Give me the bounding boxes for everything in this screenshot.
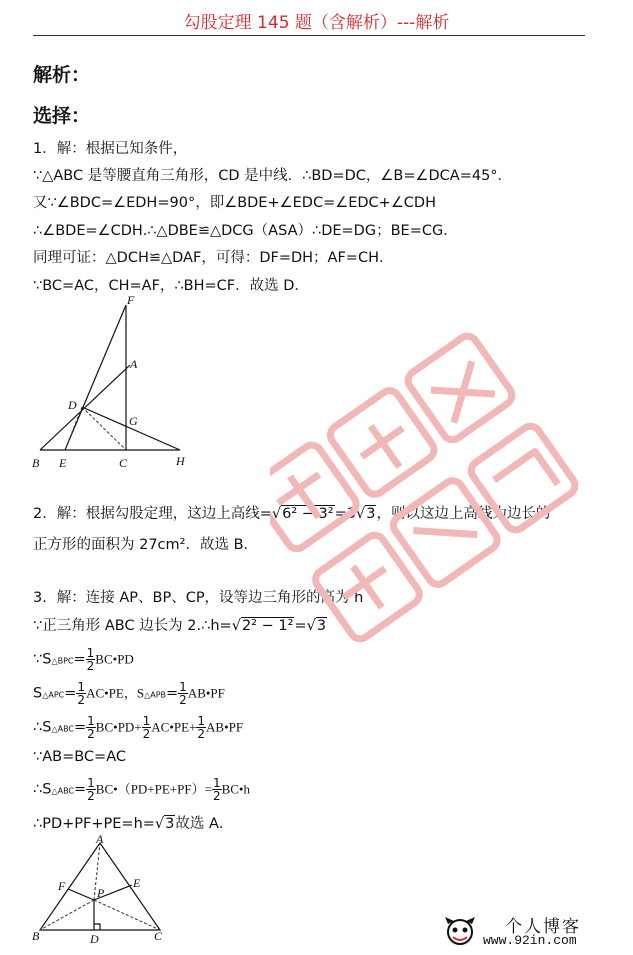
p3-text-b: =: [294, 618, 307, 634]
fig1-label-A: A: [130, 357, 138, 371]
p3-formula-s4: [33, 777, 250, 802]
fraction-half: $\frac{1}{2}$: [179, 680, 187, 707]
page-title: 勾股定理 145 题（含解析）---解析: [183, 13, 450, 33]
eq-sign: =: [74, 781, 87, 798]
fig1-label-B: B: [32, 456, 40, 470]
fraction-half: $\frac{1}{2}$: [197, 714, 206, 741]
s3-term-3: AB•PF: [206, 719, 244, 735]
p3-eq-line: ∵AB=BC=AC: [33, 749, 126, 765]
s-subscript: △ABC: [51, 786, 74, 796]
p2-line-1: [33, 502, 550, 523]
p1-line-5: 同理可证：△DCH≌△DAF，可得：DF=DH；AF=CH．: [33, 250, 394, 266]
fig3-dash-PB: [40, 900, 94, 930]
sqrt-icon: √: [154, 816, 165, 832]
p2-text-c: ，则以这边上高线为边长的: [376, 506, 551, 522]
p2-radicand-1: 6² − 3²: [282, 506, 334, 522]
fig1-label-F: F: [127, 295, 135, 307]
s-prefix: ∴S: [33, 719, 52, 736]
p2-line-2: 正方形的面积为 27cm²．故选 B．: [33, 537, 259, 553]
heading-choice: 选择：: [33, 105, 91, 127]
sqrt-icon: √: [231, 618, 241, 634]
s4-term-2: BC•h: [221, 781, 250, 797]
p3-line-2: [33, 614, 327, 635]
p1-line-2: ∵△ABC 是等腰直角三角形，CD 是中线．∴BD=DC，∠B=∠DCA=45°．: [33, 168, 513, 184]
fraction-half: $\frac{1}{2}$: [212, 776, 221, 803]
fig3-right-angle-D: [94, 924, 100, 930]
fraction-half: $\frac{1}{2}$: [87, 714, 95, 741]
s-subscript: △BPC: [51, 656, 74, 666]
p1-line-1: 1．解：根据已知条件，: [33, 141, 188, 157]
s2-tail-2: AB•PF: [187, 685, 225, 701]
fig3-label-P: P: [97, 886, 105, 900]
p1-line-3: 又∵∠BDC=∠EDH=90°，即∠BDE+∠EDC=∠EDC+∠CDH: [33, 195, 437, 211]
fig3-label-D: D: [90, 932, 99, 946]
p3-formula-s2: [33, 681, 225, 706]
fig3-label-A: A: [96, 835, 104, 846]
s-subscript: △APC: [42, 690, 65, 700]
p2-radicand-2: 3: [366, 506, 376, 522]
fraction-half: $\frac{1}{2}$: [142, 714, 151, 741]
geometry-figure-3: [30, 835, 180, 950]
p3-text-a: ∵正三角形 ABC 边长为 2.∴h=: [33, 618, 232, 634]
fig3-label-E: E: [133, 876, 141, 890]
p1-line-4: ∴∠BDE=∠CDH.∴△DBE≌△DCG（ASA）∴DE=DG；BE=CG．: [33, 223, 458, 239]
cartoon-logo-icon: [440, 912, 480, 952]
p1-line-6: ∵BC=AC，CH=AF，∴BH=CF．故选 D．: [33, 278, 309, 294]
fig1-line-BA: [40, 365, 130, 450]
s-prefix: ∵S: [33, 651, 52, 668]
fraction-half: $\frac{1}{2}$: [87, 776, 95, 803]
fig1-label-G: G: [129, 414, 138, 428]
header-divider: [33, 35, 585, 36]
blog-logo-text: 个人博客: [505, 917, 581, 936]
eq-sign: =: [166, 685, 179, 702]
p3-final-line: [33, 812, 233, 833]
blog-logo-url: www.92in.com: [483, 933, 577, 948]
s-prefix: S: [33, 685, 43, 702]
final-text-a: ∴PD+PF+PE=h=: [33, 816, 155, 832]
p3-formula-s3: [33, 715, 243, 740]
p3-formula-s1: [33, 647, 134, 672]
fig3-line-PF: [68, 889, 94, 900]
fig1-dash-DC: [82, 407, 126, 450]
p3-radicand-2: 3: [316, 618, 327, 634]
fraction-half: $\frac{1}{2}$: [77, 680, 86, 707]
eq-sign: =: [64, 685, 77, 702]
fraction-half: $\frac{1}{2}$: [86, 646, 95, 673]
fig1-label-H: H: [176, 454, 185, 468]
sqrt-icon: √: [271, 506, 282, 522]
s4-term-1: BC•（PD+PE+PF）=: [95, 781, 212, 797]
eq-sign: =: [74, 719, 87, 736]
final-text-b: 故选 A．: [175, 816, 234, 832]
s-subscript: △ABC: [51, 724, 74, 734]
final-radicand: 3: [165, 816, 175, 832]
sqrt-icon: √: [306, 618, 316, 634]
s-prefix: ∴S: [33, 781, 52, 798]
heading-analysis: 解析：: [33, 64, 91, 86]
fig1-label-E: E: [59, 456, 67, 470]
fig3-label-B: B: [32, 929, 40, 943]
s3-term-2: AC•PE+: [151, 719, 197, 735]
fig3-label-C: C: [154, 929, 163, 943]
fig1-label-C: C: [119, 456, 128, 470]
s-subscript: △APB: [144, 690, 167, 700]
p3-radicand-1: 2² − 1²: [241, 618, 294, 634]
sqrt-icon: √: [355, 506, 366, 522]
s3-term-1: BC•PD+: [95, 719, 142, 735]
p3-line-1: 3．解：连接 AP、BP、CP，设等边三角形的高为 h: [33, 590, 364, 606]
geometry-figure-1: [30, 295, 195, 475]
s2-tail: AC•PE，S: [86, 685, 145, 701]
s1-tail: BC•PD: [95, 651, 134, 667]
eq-sign: =: [73, 651, 86, 668]
p2-text-a: 2．解：根据勾股定理，这边上高线=: [33, 506, 272, 522]
fig1-label-D: D: [68, 398, 77, 412]
p2-text-b: =3: [334, 506, 356, 522]
fig3-label-F: F: [58, 879, 66, 893]
